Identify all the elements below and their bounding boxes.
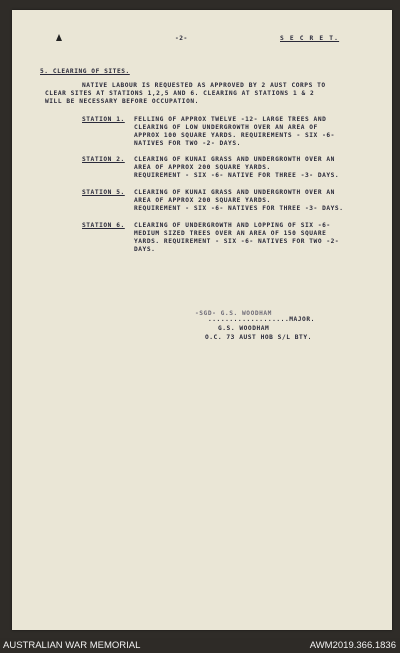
station-text-line: CLEARING OF KUNAI GRASS AND UNDERGROWTH OVER AN (134, 189, 335, 196)
station-text-line: CLEARING OF KUNAI GRASS AND UNDERGROWTH OVER AN (134, 156, 335, 163)
page-number: -2- (175, 35, 188, 42)
station-text-line: AREA OF APPROX 200 SQUARE YARDS. (134, 197, 271, 204)
signatory-title: O.C. 73 AUST HOB S/L BTY. (205, 334, 312, 341)
punch-hole-mark (56, 34, 62, 41)
station-text-line: YARDS. REQUIREMENT - SIX -6- NATIVES FOR TWO -2- (134, 238, 340, 245)
station-text-line: REQUIREMENT - SIX -6- NATIVE FOR THREE -3- DAYS. (134, 172, 340, 179)
station-text-line: NATIVES FOR TWO -2- DAYS. (134, 140, 241, 147)
station-text-line: REQUIREMENT - SIX -6- NATIVES FOR THREE -3- DAYS. (134, 205, 344, 212)
station-text-line: CLEARING OF UNDERGROWTH AND LOPPING OF SIX -6- (134, 222, 331, 229)
station-label: STATION 1. (82, 116, 125, 123)
station-text-line: AREA OF APPROX 200 SQUARE YARDS. (134, 164, 271, 171)
station-text-line: DAYS. (134, 246, 156, 253)
station-text-line: MEDIUM SIZED TREES OVER AN AREA OF 150 SQUARE (134, 230, 327, 237)
station-text-line: CLEARING OF LOW UNDERGROWTH OVER AN AREA OF (134, 124, 318, 131)
intro-line: NATIVE LABOUR IS REQUESTED AS APPROVED BY 2 AUST CORPS TO (82, 82, 326, 89)
station-text-line: FELLING OF APPROX TWELVE -12- LARGE TREES AND (134, 116, 327, 123)
intro-line: WILL BE NECESSARY BEFORE OCCUPATION. (45, 98, 199, 105)
station-label: STATION 6. (82, 222, 125, 229)
signature-sgd-line: -SGD- G.S. WOODHAM (195, 310, 272, 317)
document-page (12, 10, 392, 630)
classification-marking: S E C R E T. (280, 35, 340, 42)
signature-rule-line: ...................MAJOR. (208, 316, 315, 323)
station-label: STATION 2. (82, 156, 125, 163)
footer-accession-number: AWM2019.366.1836 (309, 640, 396, 651)
archive-footer (0, 638, 400, 653)
signatory-name: G.S. WOODHAM (218, 325, 270, 332)
station-text-line: APPROX 100 SQUARE YARDS. REQUIREMENTS - SIX -6- (134, 132, 335, 139)
station-label: STATION 5. (82, 189, 125, 196)
section-heading: 5. CLEARING OF SITES. (40, 68, 130, 75)
intro-line: CLEAR SITES AT STATIONS 1,2,5 AND 6. CLEARING AT STATIONS 1 & 2 (45, 90, 315, 97)
footer-institution: AUSTRALIAN WAR MEMORIAL (3, 640, 141, 651)
